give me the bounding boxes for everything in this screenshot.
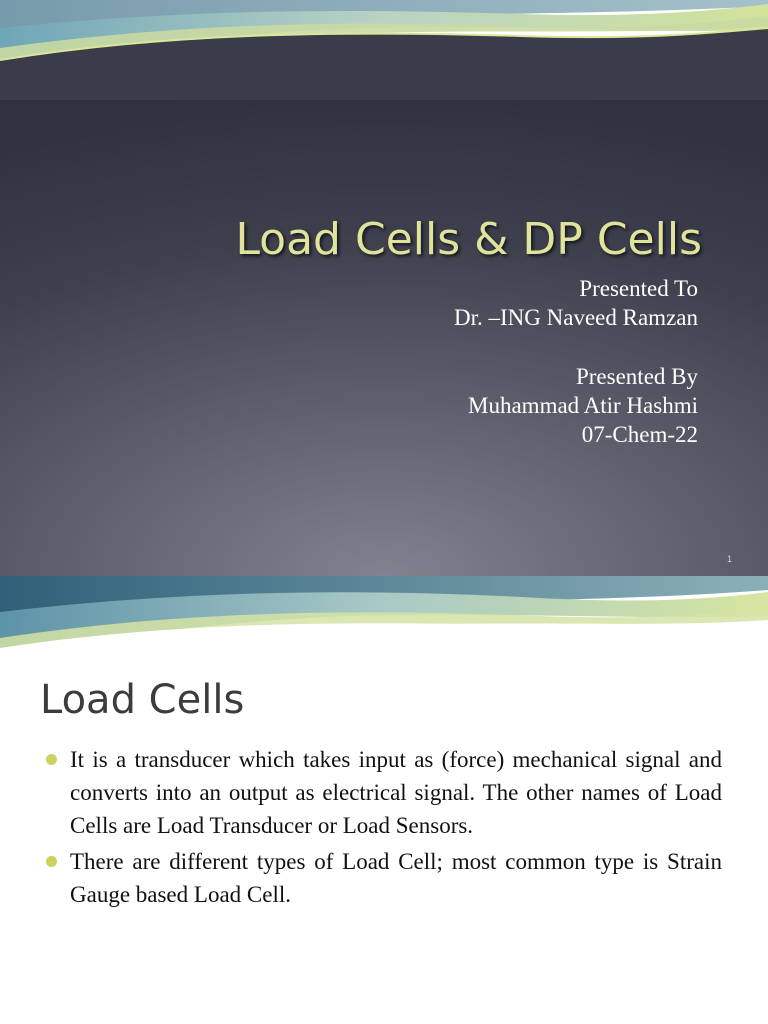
presented-by-name: Muhammad Atir Hashmi bbox=[468, 393, 698, 418]
bullet-dot-icon bbox=[46, 754, 57, 765]
presented-by-id: 07-Chem-22 bbox=[581, 422, 698, 447]
bullet-dot-icon bbox=[46, 856, 57, 867]
bullet-text: There are different types of Load Cell; most common type is Strain Gauge based Load Cell. bbox=[70, 849, 722, 907]
bullet-list bbox=[46, 743, 722, 914]
presented-to-label: Presented To bbox=[579, 276, 698, 301]
page-number: 1 bbox=[726, 554, 732, 564]
slide-heading: Load Cells bbox=[40, 677, 245, 723]
bullet-text: It is a transducer which takes input as (force) mechanical signal and converts into an output as electrical signal. The other names of Load Cells are Load Transducer or Load Sensors. bbox=[70, 747, 722, 838]
bullet-item bbox=[46, 743, 722, 842]
decorative-wave-header bbox=[0, 0, 768, 100]
decorative-wave-header bbox=[0, 576, 768, 668]
content-slide bbox=[0, 576, 768, 1024]
presenter-info bbox=[454, 274, 698, 449]
presented-by-label: Presented By bbox=[575, 364, 698, 389]
bullet-item bbox=[46, 845, 722, 911]
presented-to-name: Dr. –ING Naveed Ramzan bbox=[454, 305, 698, 330]
slide-title: Load Cells & DP Cells bbox=[235, 214, 702, 265]
